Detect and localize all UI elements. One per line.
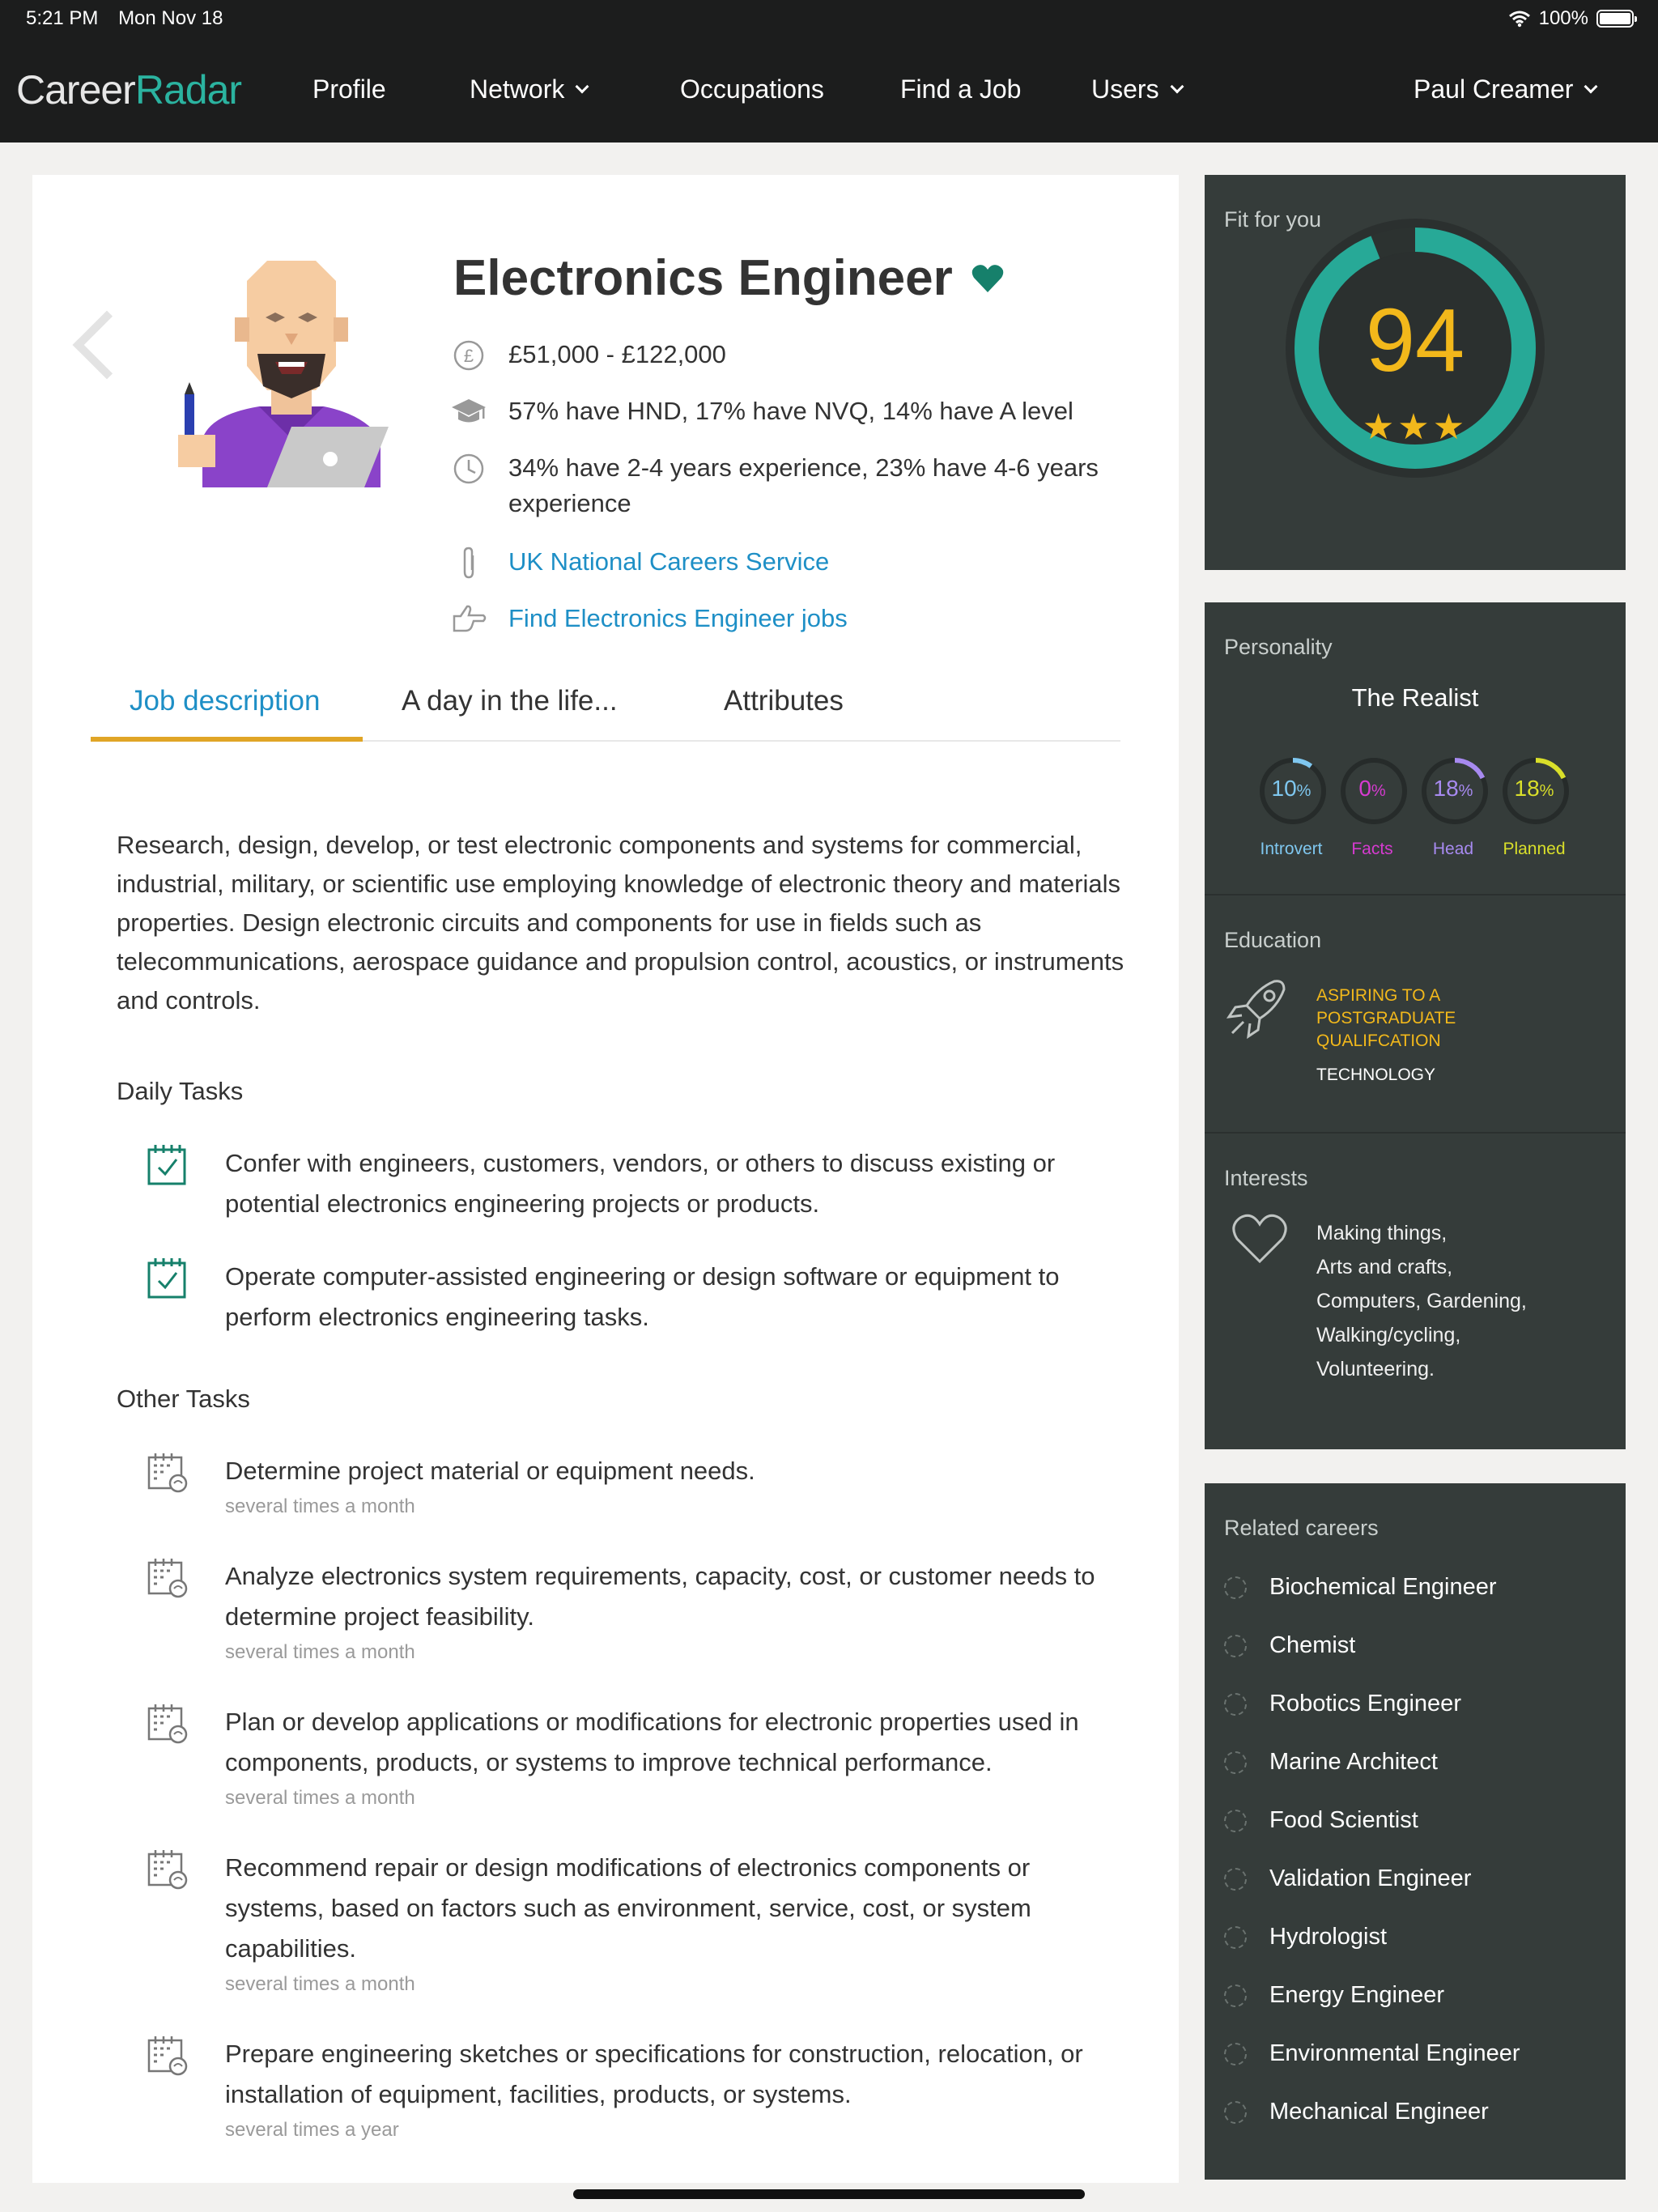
nav-profile[interactable]: Profile bbox=[312, 74, 386, 104]
career-dot-icon bbox=[1224, 1926, 1247, 1949]
related-career-item[interactable]: Mechanical Engineer bbox=[1224, 2099, 1489, 2125]
career-dot-icon bbox=[1224, 1693, 1247, 1716]
tab-day-in-the-life[interactable]: A day in the life... bbox=[402, 685, 618, 717]
personality-heading: Personality bbox=[1224, 635, 1333, 659]
calendar-repeat-icon bbox=[146, 1848, 189, 1891]
nav-network[interactable]: Network bbox=[470, 74, 587, 104]
tab-attributes[interactable]: Attributes bbox=[724, 685, 844, 717]
chevron-down-icon bbox=[1170, 79, 1184, 93]
occupation-title: Electronics Engineer bbox=[453, 249, 1005, 307]
tab-job-description[interactable]: Job description bbox=[130, 685, 321, 717]
careers-service-row bbox=[450, 544, 1146, 581]
interests-list: Making things, Arts and crafts, Computers, Gardening, Walking/cycling, Volunteering. bbox=[1316, 1222, 1527, 1380]
occupation-card bbox=[32, 175, 1179, 2183]
pound-icon bbox=[450, 337, 487, 374]
education-field: TECHNOLOGY bbox=[1316, 1066, 1436, 1084]
find-jobs-link[interactable]: Find Electronics Engineer jobs bbox=[508, 604, 848, 632]
related-careers-heading: Related careers bbox=[1224, 1516, 1379, 1540]
other-task-item: Determine project material or equipment needs. several times a month bbox=[146, 1451, 1117, 1522]
career-dot-icon bbox=[1224, 1576, 1247, 1599]
nav-user-menu[interactable]: Paul Creamer bbox=[1414, 74, 1596, 104]
calendar-check-icon bbox=[146, 1257, 189, 1300]
salary-row: £ £51,000 - £122,000 bbox=[450, 337, 1146, 374]
wifi-icon bbox=[1508, 10, 1531, 28]
status-time: 5:21 PM bbox=[26, 7, 99, 29]
qualifications-row: 57% have HND, 17% have NVQ, 14% have A level bbox=[450, 393, 1146, 431]
career-dot-icon bbox=[1224, 2101, 1247, 2124]
daily-tasks-heading: Daily Tasks bbox=[117, 1077, 244, 1105]
education-aspiration: ASPIRING TO A POSTGRADUATE QUALIFCATION bbox=[1316, 986, 1456, 1050]
calendar-check-icon bbox=[146, 1143, 189, 1187]
chevron-down-icon bbox=[1584, 79, 1598, 93]
clock-icon bbox=[450, 450, 487, 487]
status-date: Mon Nov 18 bbox=[118, 7, 223, 29]
find-jobs-row bbox=[450, 601, 1146, 638]
back-arrow-icon[interactable] bbox=[73, 311, 142, 380]
nav-find-a-job[interactable]: Find a Job bbox=[900, 74, 1022, 104]
career-dot-icon bbox=[1224, 2043, 1247, 2065]
profile-summary-panel bbox=[1205, 602, 1626, 1449]
related-career-item[interactable]: Marine Architect bbox=[1224, 1749, 1438, 1776]
nav-users[interactable]: Users bbox=[1091, 74, 1182, 104]
related-career-item[interactable]: Robotics Engineer bbox=[1224, 1691, 1461, 1717]
pointing-hand-icon bbox=[450, 601, 487, 638]
calendar-repeat-icon bbox=[146, 1556, 189, 1600]
career-dot-icon bbox=[1224, 1635, 1247, 1657]
divider bbox=[1205, 1132, 1626, 1134]
divider bbox=[1205, 894, 1626, 895]
related-career-item[interactable]: Biochemical Engineer bbox=[1224, 1574, 1496, 1601]
calendar-repeat-icon bbox=[146, 1451, 189, 1495]
battery-percent: 100% bbox=[1538, 7, 1588, 29]
experience-row: 34% have 2-4 years experience, 23% have 4-6 years experience bbox=[450, 450, 1146, 521]
fit-stars-icon: ★★★ bbox=[1362, 407, 1469, 447]
graduation-cap-icon bbox=[450, 393, 487, 431]
battery-icon bbox=[1596, 10, 1634, 28]
nav-occupations[interactable]: Occupations bbox=[680, 74, 824, 104]
fit-panel bbox=[1205, 175, 1626, 570]
related-career-item[interactable]: Validation Engineer bbox=[1224, 1865, 1471, 1892]
status-bar bbox=[0, 0, 1658, 37]
career-dot-icon bbox=[1224, 1984, 1247, 2007]
related-career-item[interactable]: Hydrologist bbox=[1224, 1924, 1387, 1950]
active-tab-indicator bbox=[91, 737, 363, 742]
career-dot-icon bbox=[1224, 1868, 1247, 1891]
other-task-item: Prepare engineering sketches or specifications for construction, relocation, or installation of equipment, facilities, products, or systems. several times a year bbox=[146, 2034, 1117, 2146]
personality-gauge-planned: 18% Planned bbox=[1499, 756, 1572, 859]
occupation-tabs bbox=[91, 685, 1120, 742]
related-career-item[interactable]: Food Scientist bbox=[1224, 1807, 1418, 1834]
fit-heading: Fit for you bbox=[1224, 207, 1322, 232]
personality-gauge-head: 18% Head bbox=[1418, 756, 1491, 859]
other-task-item: Recommend repair or design modifications of electronics components or systems, based on factors such as environment, service, cost, or system capabilities. several times a month bbox=[146, 1848, 1117, 2000]
personality-gauge-facts: 0% Facts bbox=[1337, 756, 1410, 859]
career-dot-icon bbox=[1224, 1810, 1247, 1832]
daily-task-item: Operate computer-assisted engineering or design software or equipment to perform electronics engineering tasks. bbox=[146, 1257, 1117, 1338]
fit-score: 94 bbox=[1365, 291, 1465, 390]
careers-service-link[interactable]: UK National Careers Service bbox=[508, 547, 830, 576]
home-indicator[interactable] bbox=[573, 2189, 1085, 2199]
related-career-item[interactable]: Chemist bbox=[1224, 1632, 1355, 1659]
paperclip-icon bbox=[450, 544, 487, 581]
education-heading: Education bbox=[1224, 928, 1322, 952]
interests-heading: Interests bbox=[1224, 1166, 1308, 1190]
calendar-repeat-icon bbox=[146, 2034, 189, 2078]
career-dot-icon bbox=[1224, 1751, 1247, 1774]
related-careers-panel bbox=[1205, 1483, 1626, 2180]
other-task-item: Plan or develop applications or modifications for electronic properties used in components, products, or systems to improve technical performance. several times a month bbox=[146, 1702, 1117, 1814]
personality-title: The Realist bbox=[1351, 683, 1479, 712]
heart-favorite-icon[interactable] bbox=[971, 263, 1005, 294]
job-description-text: Research, design, develop, or test electronic components and systems for commercial, industrial, military, or scientific use employing knowledge of electronic theory and materials properties. Design electronic circuits and components for use in fields such as telecommunications, aerospace guidance and propulsion control, acoustics, or instruments and controls. bbox=[117, 831, 1124, 1015]
personality-gauge-introvert: 10% Introvert bbox=[1256, 756, 1329, 859]
engineer-avatar bbox=[170, 253, 413, 487]
top-navbar bbox=[0, 37, 1658, 143]
calendar-repeat-icon bbox=[146, 1702, 189, 1746]
heart-outline-icon bbox=[1231, 1213, 1289, 1265]
other-task-item: Analyze electronics system requirements, capacity, cost, or customer needs to determine project feasibility. several times a month bbox=[146, 1556, 1117, 1668]
rocket-icon bbox=[1226, 975, 1290, 1040]
related-career-item[interactable]: Energy Engineer bbox=[1224, 1982, 1444, 2009]
chevron-down-icon bbox=[576, 79, 589, 93]
other-tasks-heading: Other Tasks bbox=[117, 1385, 250, 1413]
careerradar-logo[interactable]: CareerRadar bbox=[16, 67, 242, 113]
svg-text:£: £ bbox=[463, 346, 474, 366]
related-career-item[interactable]: Environmental Engineer bbox=[1224, 2040, 1520, 2067]
daily-task-item: Confer with engineers, customers, vendors, or others to discuss existing or potential electronics engineering projects or products. bbox=[146, 1143, 1117, 1224]
